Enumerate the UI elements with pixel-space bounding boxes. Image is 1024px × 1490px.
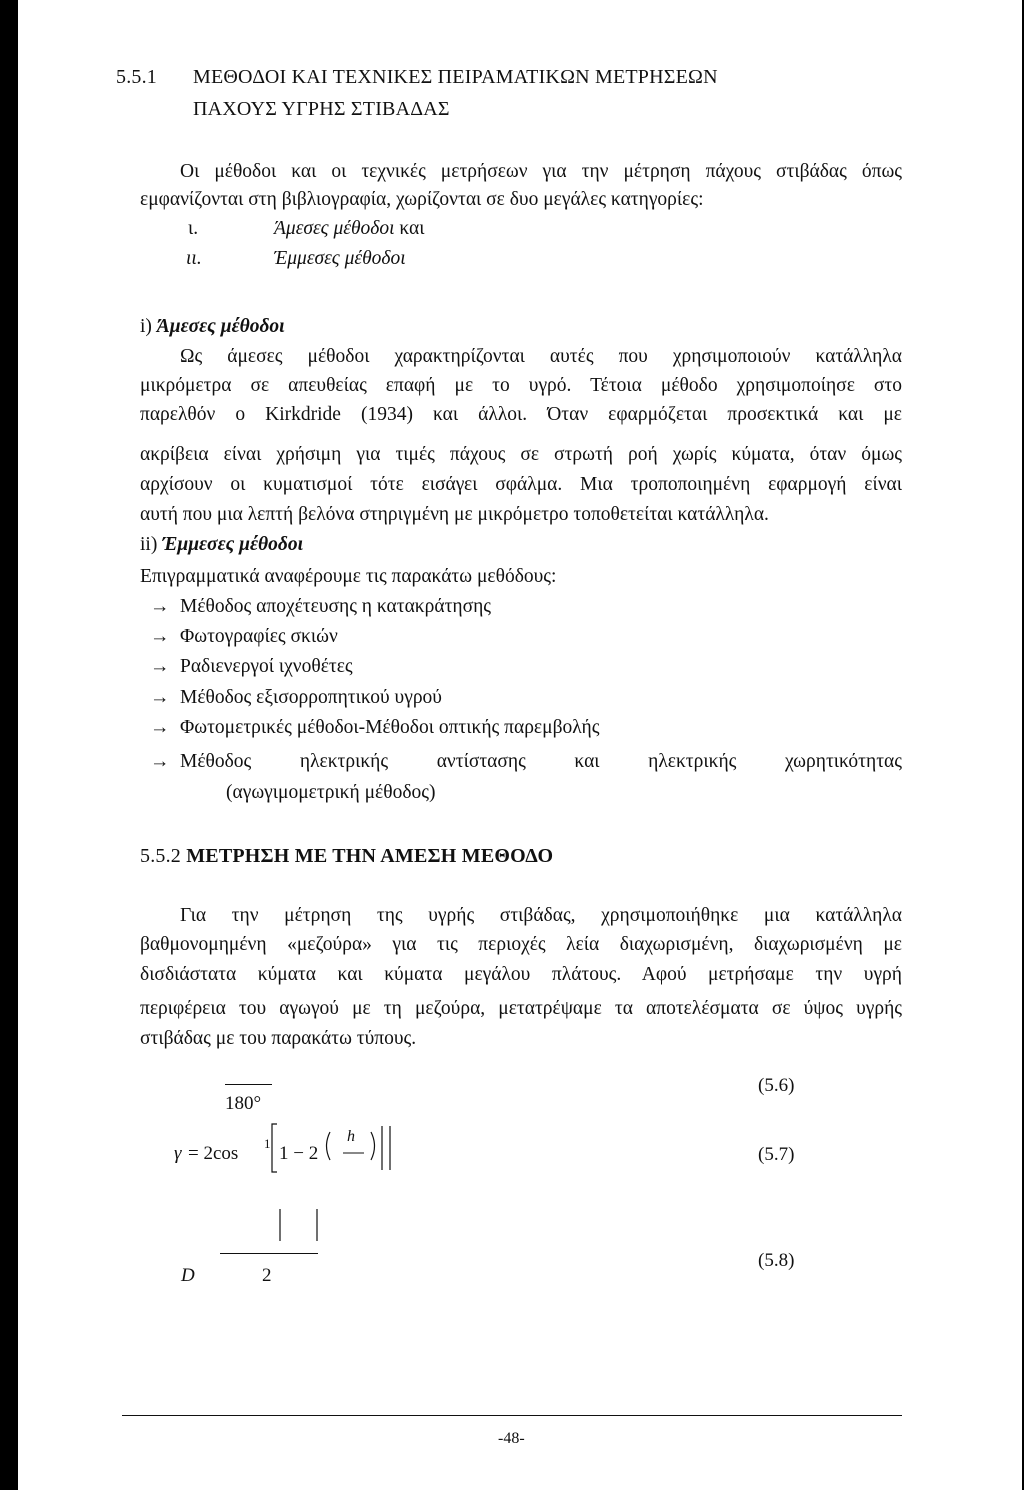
category-suffix: και: [399, 218, 425, 239]
section-heading: [140, 845, 553, 868]
list-item-text: Φωτομετρικές μέθοδοι-Μέθοδοι οπτικής παρεμβολής: [180, 717, 600, 738]
section-title-line2: ΠΑΧΟΥΣ ΥΓΡΗΣ ΣΤΙΒΑΔΑΣ: [193, 98, 450, 120]
section-number: 5.5.2: [140, 845, 181, 867]
list-item-text: Μέθοδος αποχέτευσης η κατακράτησης: [180, 596, 492, 617]
arrow-icon: →: [150, 717, 170, 738]
equation-symbol: γ: [174, 1143, 182, 1164]
equation-label: (5.7): [758, 1144, 795, 1165]
arrow-icon: →: [150, 626, 170, 647]
fraction-bar: [225, 1084, 272, 1085]
footer-rule: [122, 1415, 902, 1416]
category-label: Έμμεσες μέθοδοι: [274, 248, 406, 269]
intro-line: εμφανίζονται στη βιβλιογραφία, χωρίζονται σε δυο μεγάλες κατηγορίες:: [140, 189, 704, 210]
equation-term: 1 − 2: [279, 1143, 319, 1164]
equation-term: = 2cos: [188, 1143, 239, 1164]
paragraph-line: αυτή που μια λεπτή βελόνα στηριγμένη με μικρόμετρο τοποθετείται κατάλληλα.: [140, 504, 769, 525]
list-item: [150, 751, 902, 773]
equation-exponent: 1: [264, 1136, 271, 1151]
list-item: [150, 687, 442, 709]
page-number: -48-: [498, 1430, 525, 1447]
arrow-icon: →: [150, 751, 170, 772]
equation-bars: [273, 1205, 333, 1245]
section-title: ΜΕΤΡΗΣΗ ΜΕ ΤΗΝ ΑΜΕΣΗ ΜΕΘΟΔΟ: [186, 845, 554, 867]
section-number: 5.5.1: [116, 66, 157, 88]
paragraph-line: ακρίβεια είναι χρήσιμη για τιμές πάχους σε στρωτή ροή χωρίς κύματα, όταν όμως: [140, 444, 902, 465]
equation-term: 2: [262, 1265, 272, 1286]
arrow-icon: →: [150, 656, 170, 677]
right-paren-icon: [371, 1132, 375, 1160]
list-item-continuation: (αγωγιμομετρική μέθοδος): [226, 782, 436, 803]
paragraph-line: στιβάδας με του παρακάτω τύπους.: [140, 1028, 417, 1049]
list-item-text: Μέθοδος ηλεκτρικής αντίστασης και ηλεκτρικής χωρητικότητας: [180, 751, 902, 772]
subsection-number: ii): [140, 534, 158, 555]
subsection-number: i): [140, 316, 152, 337]
paragraph-line: περιφέρεια του αγωγού με τη μεζούρα, μετατρέψαμε τα αποτελέσματα σε ύψος υγρής: [140, 998, 902, 1019]
paragraph-line: Για την μέτρηση της υγρής στιβάδας, χρησιμοποιήθηκε μια κατάλληλα: [180, 905, 902, 926]
category-number: ιι.: [186, 248, 202, 269]
list-item: [150, 596, 491, 618]
equation-label: (5.6): [758, 1075, 795, 1096]
list-item: [150, 626, 338, 648]
subsection-title: Έμμεσες μέθοδοι: [162, 534, 304, 555]
arrow-icon: →: [150, 596, 170, 617]
paragraph-line: αρχίσουν οι κυματισμοί τότε εισάγει σφάλμα. Μια τροποποιημένη εφαρμογή είναι: [140, 474, 902, 495]
section-title-line1: ΜΕΘΟΔΟΙ ΚΑΙ ΤΕΧΝΙΚΕΣ ΠΕΙΡΑΜΑΤΙΚΩΝ ΜΕΤΡΗΣΕΩΝ: [193, 66, 718, 88]
list-item-text: Ραδιενεργοί ιχνοθέτες: [180, 656, 353, 677]
subsection-heading: [140, 316, 285, 338]
paragraph-line: βαθμονομημένη «μεζούρα» για τις περιοχές λεία διαχωρισμένη, διαχωρισμένη με: [140, 934, 902, 955]
intro-line: Οι μέθοδοι και οι τεχνικές μετρήσεων για την μέτρηση πάχους στιβάδας όπως: [180, 161, 902, 182]
paragraph-line: Ως άμεσες μέθοδοι χαρακτηρίζονται αυτές που χρησιμοποιούν κατάλληλα: [180, 346, 902, 367]
list-item-text: Φωτογραφίες σκιών: [180, 626, 338, 647]
list-item: [150, 717, 599, 739]
subsection-heading: [140, 534, 303, 556]
list-item: [150, 656, 353, 678]
paragraph-line: παρελθόν ο Kirkdride (1934) και άλλοι. Όταν εφαρμόζεται προσεκτικά και με: [140, 404, 902, 425]
category-number: ι.: [188, 218, 199, 239]
document-page: [18, 0, 1022, 1490]
equation-symbol: D: [181, 1265, 195, 1286]
list-item-text: Μέθοδος εξισορροπητικού υγρού: [180, 687, 442, 708]
paragraph-line: μικρόμετρα σε απευθείας επαφή με το υγρό. Τέτοια μέθοδο χρησιμοποίησε στο: [140, 375, 902, 396]
left-paren-icon: [327, 1132, 331, 1160]
equation-label: (5.8): [758, 1250, 795, 1271]
category-term: Άμεσες μέθοδοι: [274, 218, 395, 239]
list-intro: Επιγραμματικά αναφέρουμε τις παρακάτω μεθόδους:: [140, 566, 557, 587]
equation-term: 180°: [225, 1093, 262, 1114]
subsection-title: Άμεσες μέθοδοι: [156, 316, 285, 337]
category-label: [274, 218, 425, 240]
paragraph-line: δισδιάστατα κύματα και κύματα μεγάλου πλάτους. Αφού μετρήσαμε την υγρή: [140, 964, 902, 985]
left-bracket-icon: [272, 1124, 277, 1172]
equation-symbol: h: [347, 1128, 355, 1145]
fraction-bar: [220, 1253, 318, 1254]
arrow-icon: →: [150, 687, 170, 708]
